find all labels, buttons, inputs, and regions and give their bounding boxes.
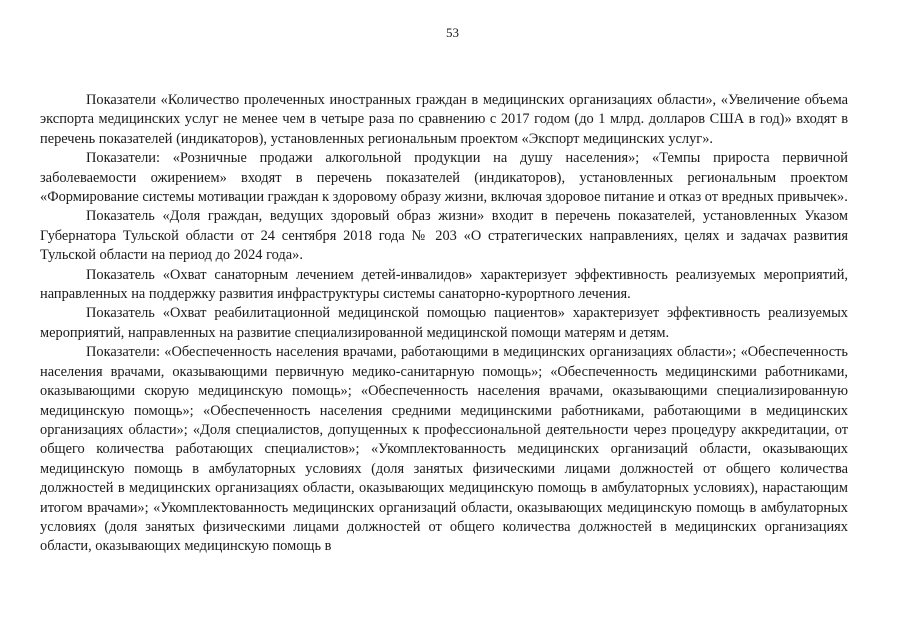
paragraph-healthy-citizens-share: Показатель «Доля граждан, ведущих здоровый образ жизни» входит в перечень показателей, установленных Указом Губернатора Тульской области от 24 сентября 2018 года № 203 «О стратегических направлениях, целях и задачах развития Тульской области на период до 2024 года». [40, 208, 848, 264]
document-body [40, 91, 848, 557]
page-number: 53 [446, 25, 459, 40]
paragraph-staffing-indicators: Показатели: «Обеспеченность населения врачами, работающими в медицинских организациях области»; «Обеспеченность населения врачами, оказывающими первичную медико-санитарную помощь»; «Обеспеченность медицинскими работниками, оказывающими скорую медицинскую помощь»; «Обеспеченность населения врачами, оказывающими специализированную медицинскую помощь»; «Обеспеченность населения средними медицинскими работниками, работающими в медицинских организациях области»; «Доля специалистов, допущенных к профессиональной деятельности через процедуру аккредитации, от общего количества работающих специалистов»; «Укомплектованность медицинских организаций области, оказывающих медицинскую помощь в амбулаторных условиях (доля занятых физическими лицами должностей от общего количества должностей в медицинских организациях области, оказывающих медицинскую помощь в амбулаторных условиях), нарастающим итогом врачами»; «Укомплектованность медицинских организаций области, оказывающих медицинскую помощь в амбулаторных условиях (доля занятых физическими лицами должностей от общего количества должностей в медицинских организациях области, оказывающих медицинскую помощь в [40, 344, 848, 555]
paragraph-healthy-lifestyle-indicators: Показатели: «Розничные продажи алкогольной продукции на душу населения»; «Темпы прироста первичной заболеваемости ожирением» входят в перечень показателей (индикаторов), установленных региональным проектом «Формирование системы мотивации граждан к здоровому образу жизни, включая здоровое питание и отказ от вредных привычек». [40, 150, 848, 206]
paragraph-export-indicators: Показатели «Количество пролеченных иностранных граждан в медицинских организациях области», «Увеличение объема экспорта медицинских услуг не менее чем в четыре раза по сравнению с 2017 годом (до 1 млрд. долларов США в год)» входят в перечень показателей (индикаторов), установленных региональным проектом «Экспорт медицинских услуг». [40, 92, 848, 147]
paragraph-sanatorium-coverage: Показатель «Охват санаторным лечением детей-инвалидов» характеризует эффективность реализуемых мероприятий, направленных на поддержку развития инфраструктуры системы санаторно-курортного лечения. [40, 266, 848, 303]
paragraph-rehabilitation-coverage: Показатель «Охват реабилитационной медицинской помощью пациентов» характеризует эффективность реализуемых мероприятий, направленных на развитие специализированной медицинской помощи матерям и детям. [40, 305, 848, 341]
